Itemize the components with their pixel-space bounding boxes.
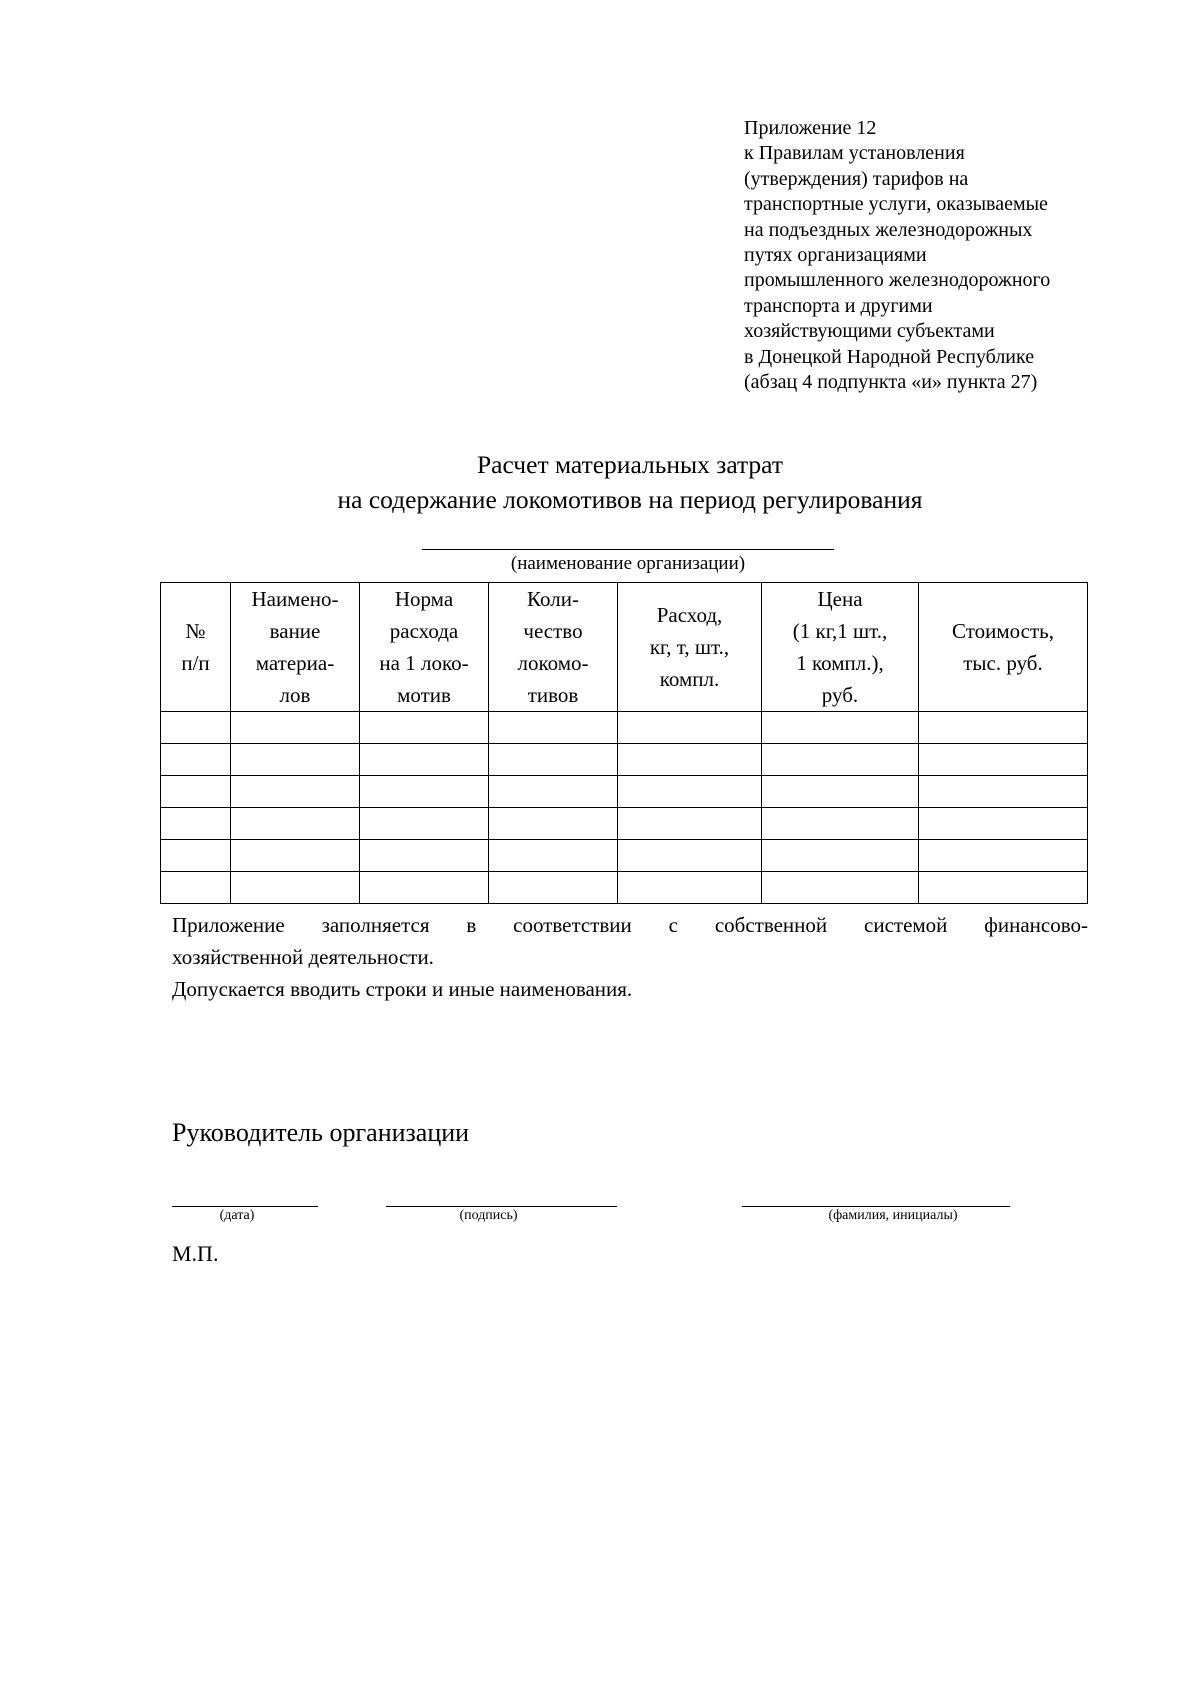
appendix-line: Приложение 12 [744, 117, 877, 139]
appendix-line: к Правилам установления [744, 142, 965, 165]
table-cell[interactable] [489, 872, 618, 904]
table-cell[interactable] [231, 840, 360, 872]
table-cell[interactable] [618, 840, 762, 872]
table-cell[interactable] [919, 744, 1088, 776]
note-block [172, 909, 1088, 1005]
date-caption: (дата) [219, 1208, 255, 1223]
note-line-1: Приложение заполняется в соответствии с собственной системой финансово- [172, 913, 1088, 937]
appendix-line: в Донецкой Народной Республике [744, 345, 1035, 368]
table-cell[interactable] [762, 872, 919, 904]
appendix-line: путях организациями [744, 244, 927, 267]
table-cell[interactable] [231, 712, 360, 744]
signature-caption: (подпись) [459, 1208, 518, 1223]
table-cell[interactable] [161, 712, 231, 744]
table-cell[interactable] [161, 744, 231, 776]
note-line-2: хозяйственной деятельности. [172, 945, 434, 969]
table-cell[interactable] [360, 808, 489, 840]
table-cell[interactable] [762, 840, 919, 872]
table-cell[interactable] [161, 872, 231, 904]
appendix-line: на подъездных железнодорожных [744, 218, 1033, 241]
full-name-caption: (фамилия, инициалы) [828, 1208, 958, 1223]
organization-name-field[interactable] [422, 549, 834, 550]
table-cell[interactable] [618, 776, 762, 808]
appendix-line: транспортные услуги, оказываемые [744, 193, 1048, 216]
head-of-organization-label: Руководитель организации [172, 1118, 470, 1147]
table-cell[interactable] [161, 776, 231, 808]
appendix-block [744, 116, 1164, 395]
table-cell[interactable] [360, 872, 489, 904]
table-cell[interactable] [161, 808, 231, 840]
table-cell[interactable] [489, 808, 618, 840]
table-cell[interactable] [762, 808, 919, 840]
appendix-line: (абзац 4 подпункта «и» пункта 27) [744, 371, 1038, 394]
full-name-field[interactable] [742, 1206, 1010, 1207]
table-row [161, 712, 1088, 744]
appendix-line: транспорта и другими [744, 294, 933, 317]
table-cell[interactable] [919, 808, 1088, 840]
header-price: Цена (1 кг,1 шт., 1 компл.), руб. [762, 583, 919, 712]
calculation-table [160, 582, 1088, 904]
table-cell[interactable] [231, 744, 360, 776]
table-cell[interactable] [618, 872, 762, 904]
header-consumption: Расход, кг, т, шт., компл. [618, 583, 762, 712]
signature-field[interactable] [386, 1206, 617, 1207]
table-body [161, 712, 1088, 904]
table-cell[interactable] [919, 840, 1088, 872]
appendix-line: (утверждения) тарифов на [744, 167, 969, 190]
table-row [161, 840, 1088, 872]
table-cell[interactable] [489, 744, 618, 776]
table-row [161, 872, 1088, 904]
table-cell[interactable] [618, 744, 762, 776]
document-title [0, 447, 1200, 517]
table-cell[interactable] [489, 840, 618, 872]
header-consumption-norm: Норма расхода на 1 локо- мотив [360, 583, 489, 712]
table-cell[interactable] [762, 776, 919, 808]
table-cell[interactable] [762, 712, 919, 744]
appendix-line: хозяйствующими субъектами [744, 320, 995, 343]
table-cell[interactable] [231, 808, 360, 840]
table-cell[interactable] [360, 840, 489, 872]
organization-name-caption: (наименование организации) [510, 553, 746, 574]
table-cell[interactable] [618, 808, 762, 840]
header-material-name: Наимено- вание материа- лов [231, 583, 360, 712]
table-cell[interactable] [919, 712, 1088, 744]
stamp-label: М.П. [172, 1241, 219, 1266]
table-cell[interactable] [360, 744, 489, 776]
appendix-line: промышленного железнодорожного [744, 269, 1051, 292]
table-row [161, 776, 1088, 808]
table-cell[interactable] [919, 872, 1088, 904]
note-line-3: Допускается вводить строки и иные наименования. [172, 977, 633, 1001]
table-header-row [161, 583, 1088, 712]
table-cell[interactable] [919, 776, 1088, 808]
table-cell[interactable] [360, 776, 489, 808]
header-cost: Стоимость, тыс. руб. [919, 583, 1088, 712]
table-cell[interactable] [618, 712, 762, 744]
table-cell[interactable] [161, 840, 231, 872]
table-row [161, 808, 1088, 840]
table-cell[interactable] [360, 712, 489, 744]
header-number: № п/п [161, 583, 231, 712]
table-cell[interactable] [489, 776, 618, 808]
title-line-1: Расчет материальных затрат [477, 450, 783, 479]
table-cell[interactable] [231, 872, 360, 904]
header-locomotive-count: Коли- чество локомо- тивов [489, 583, 618, 712]
title-line-2: на содержание локомотивов на период регулирования [337, 485, 923, 514]
table-cell[interactable] [762, 744, 919, 776]
date-field[interactable] [172, 1206, 318, 1207]
table-cell[interactable] [231, 776, 360, 808]
table-cell[interactable] [489, 712, 618, 744]
table-row [161, 744, 1088, 776]
